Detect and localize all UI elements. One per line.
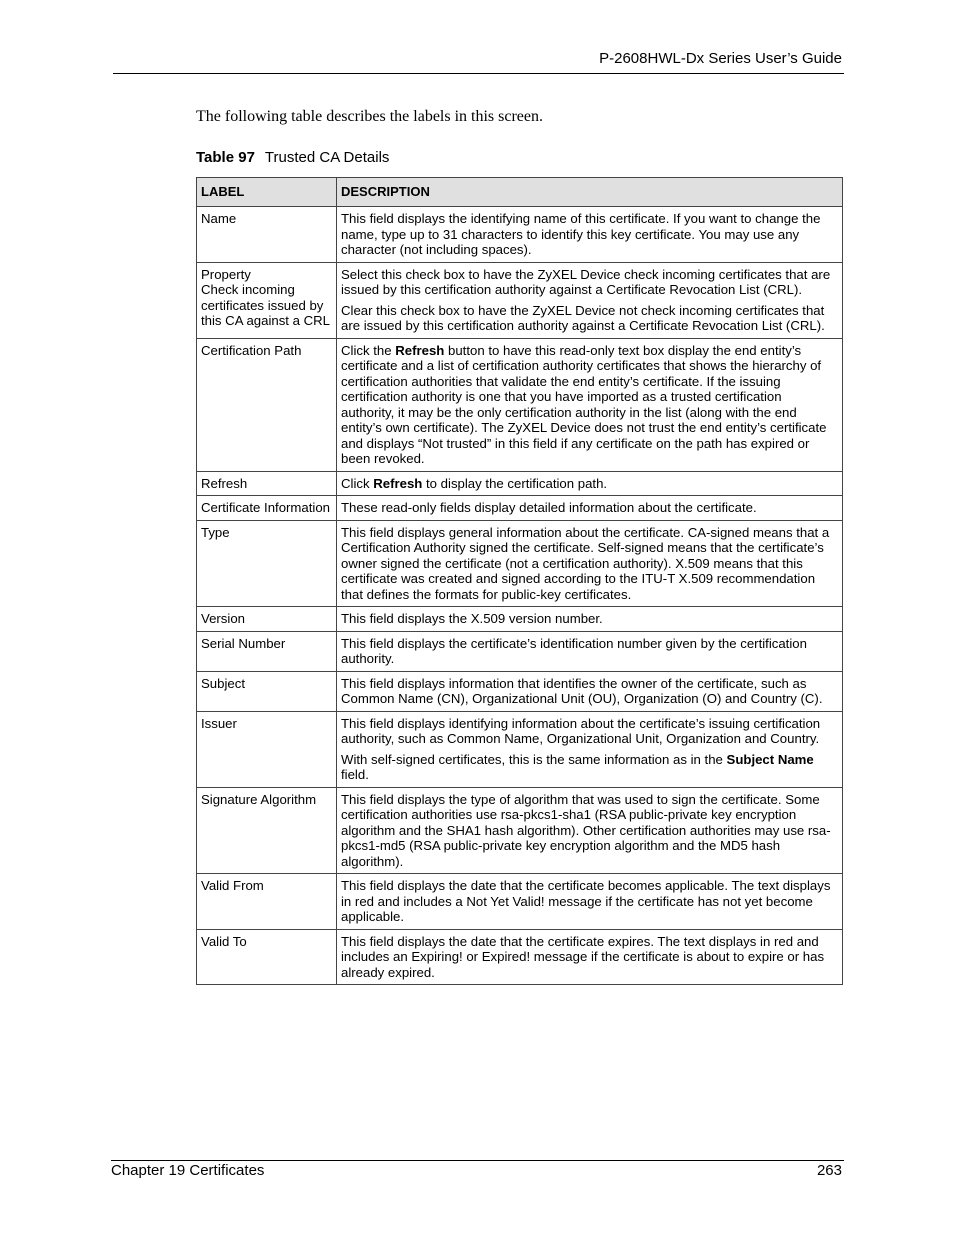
row-label-line: Version	[201, 611, 245, 626]
description-paragraph	[341, 716, 838, 747]
description-paragraph	[341, 878, 838, 925]
row-label-line: Signature Algorithm	[201, 791, 317, 807]
description-paragraph	[341, 500, 838, 516]
header-description: DESCRIPTION	[337, 178, 843, 207]
description-paragraph	[341, 267, 838, 298]
row-label	[197, 207, 337, 263]
page-number: 263	[816, 1162, 842, 1179]
row-label	[197, 607, 337, 632]
description-text: This field displays identifying information about the certificate’s issuing certification authority, such as Common Name, Organizational Unit, Organization and Country.	[341, 715, 821, 746]
description-paragraph	[341, 211, 838, 258]
row-label	[197, 787, 337, 874]
row-label	[197, 631, 337, 671]
table-row	[197, 607, 843, 632]
row-label	[197, 671, 337, 711]
row-description	[337, 607, 843, 632]
row-label-line: Subject	[201, 675, 245, 691]
row-label	[197, 520, 337, 607]
row-label	[197, 711, 337, 787]
row-label-line: Type	[201, 524, 230, 540]
row-label-line: Certificate Information	[201, 500, 330, 515]
header-rule	[113, 73, 844, 74]
description-text: field.	[341, 767, 369, 782]
footer-chapter: Chapter 19 Certificates	[111, 1162, 265, 1179]
row-description	[337, 520, 843, 607]
row-description	[337, 711, 843, 787]
description-text: to display the certification path.	[422, 475, 608, 491]
bold-term: Refresh	[395, 342, 445, 358]
row-description	[337, 496, 843, 521]
description-text: This field displays the identifying name of this certificate. If you want to change the name, type up to 31 characters to identify this key certificate. You may use any character (not including spaces).	[341, 211, 821, 257]
description-text: Clear this check box to have the ZyXEL Device not check incoming certificates that are issued by this certification authority against a Certificate Revocation List (CRL).	[341, 302, 825, 333]
table-row	[197, 787, 843, 874]
table-number: Table 97	[196, 149, 255, 166]
description-text: This field displays the type of algorithm that was used to sign the certificate. Some certification authorities use rsa-pkcs1-sha1 (RSA public-private key encryption algorithm and the SHA1 hash algorithm). Other certification authorities may use rsa-pkcs1-md5 (RSA public-private key encryption algorithm and the MD5 hash algorithm).	[341, 791, 831, 869]
description-text: With self-signed certificates, this is the same information as in the	[341, 751, 727, 767]
description-paragraph	[341, 525, 838, 603]
row-label-line: Certification Path	[201, 342, 302, 358]
description-paragraph	[341, 792, 838, 870]
bold-term: Refresh	[373, 475, 423, 491]
description-text: This field displays the certificate’s identification number given by the certification authority.	[341, 635, 807, 666]
bold-term: Subject Name	[726, 751, 814, 767]
table-row	[197, 929, 843, 985]
description-paragraph	[341, 934, 838, 981]
table-header-row	[197, 178, 843, 207]
table-row	[197, 338, 843, 471]
row-description	[337, 929, 843, 985]
description-text: This field displays the date that the certificate becomes applicable. The text displays in red and includes a Not Yet Valid! message if the certificate has not yet become applicable.	[341, 878, 831, 924]
description-text: This field displays the X.509 version number.	[341, 611, 603, 626]
row-description	[337, 338, 843, 471]
table-row	[197, 471, 843, 496]
row-label-line: Property	[201, 266, 251, 282]
table-row	[197, 631, 843, 671]
description-paragraph	[341, 676, 838, 707]
row-description	[337, 631, 843, 671]
description-text: This field displays general information about the certificate. CA-signed means that a Certification Authority signed the certificate. Self-signed means that the certificate’s owner signed the certificate (not a certification authority). X.509 means that this certificate was created and signed according to the ITU-T X.509 recommendation that defines the formats for public-key certificates.	[341, 524, 830, 602]
row-label	[197, 338, 337, 471]
table-row	[197, 520, 843, 607]
description-paragraph	[341, 636, 838, 667]
row-label	[197, 496, 337, 521]
table-row	[197, 496, 843, 521]
row-description	[337, 787, 843, 874]
running-header-title: P-2608HWL-Dx Series User’s Guide	[599, 50, 842, 67]
description-paragraph	[341, 611, 838, 627]
description-paragraph	[341, 343, 838, 467]
row-label-line: Serial Number	[201, 635, 286, 651]
description-paragraph	[341, 752, 838, 783]
row-label-line: Valid From	[201, 878, 264, 893]
row-description	[337, 471, 843, 496]
row-description	[337, 874, 843, 930]
header-label: LABEL	[197, 178, 337, 207]
row-description	[337, 671, 843, 711]
table-row	[197, 874, 843, 930]
row-label-line: Refresh	[201, 475, 248, 491]
row-description	[337, 262, 843, 338]
table-title: Trusted CA Details	[264, 149, 390, 166]
footer-rule	[111, 1160, 844, 1161]
row-label-line: Valid To	[201, 933, 247, 949]
row-label	[197, 929, 337, 985]
description-text: This field displays the date that the certificate expires. The text displays in red and includes an Expiring! or Expired! message if the certificate is about to expire or has already expired.	[341, 933, 825, 980]
row-label-line: Check incoming certificates issued by this CA against a CRL	[201, 282, 331, 328]
table-row	[197, 262, 843, 338]
description-text: Click	[341, 475, 374, 491]
row-label-line: Issuer	[201, 715, 237, 731]
intro-paragraph: The following table describes the labels in this screen.	[196, 108, 544, 125]
description-text: button to have this read-only text box display the end entity’s certificate and a list of certification authority certificates that shows the hierarchy of certification authorities that validate the end entity’s certificate. If the issuing certification authority is one that you have imported as a trusted certification authority, it may be the only certification authority in the list (along with the end entity’s own certificate). The ZyXEL Device does not trust the end entity’s certificate and displays “Not trusted” in this field if any certificate on the path has expired or been revoked.	[341, 342, 827, 466]
description-text: This field displays information that identifies the owner of the certificate, such as Common Name (CN), Organizational Unit (OU), Organization (O) and Country (C).	[341, 675, 823, 706]
row-label-line: Name	[201, 211, 237, 226]
table-row	[197, 671, 843, 711]
row-description	[337, 207, 843, 263]
row-label	[197, 471, 337, 496]
table-row	[197, 711, 843, 787]
description-text: Click the	[341, 342, 396, 358]
description-paragraph	[341, 303, 838, 334]
row-label	[197, 262, 337, 338]
description-text: Select this check box to have the ZyXEL Device check incoming certificates that are issued by this certification authority against a Certificate Revocation List (CRL).	[341, 266, 831, 297]
table-row	[197, 207, 843, 263]
description-paragraph	[341, 476, 838, 492]
table-caption	[196, 149, 389, 166]
trusted-ca-details-table	[196, 177, 843, 985]
description-text: These read-only fields display detailed information about the certificate.	[341, 500, 757, 515]
row-label	[197, 874, 337, 930]
